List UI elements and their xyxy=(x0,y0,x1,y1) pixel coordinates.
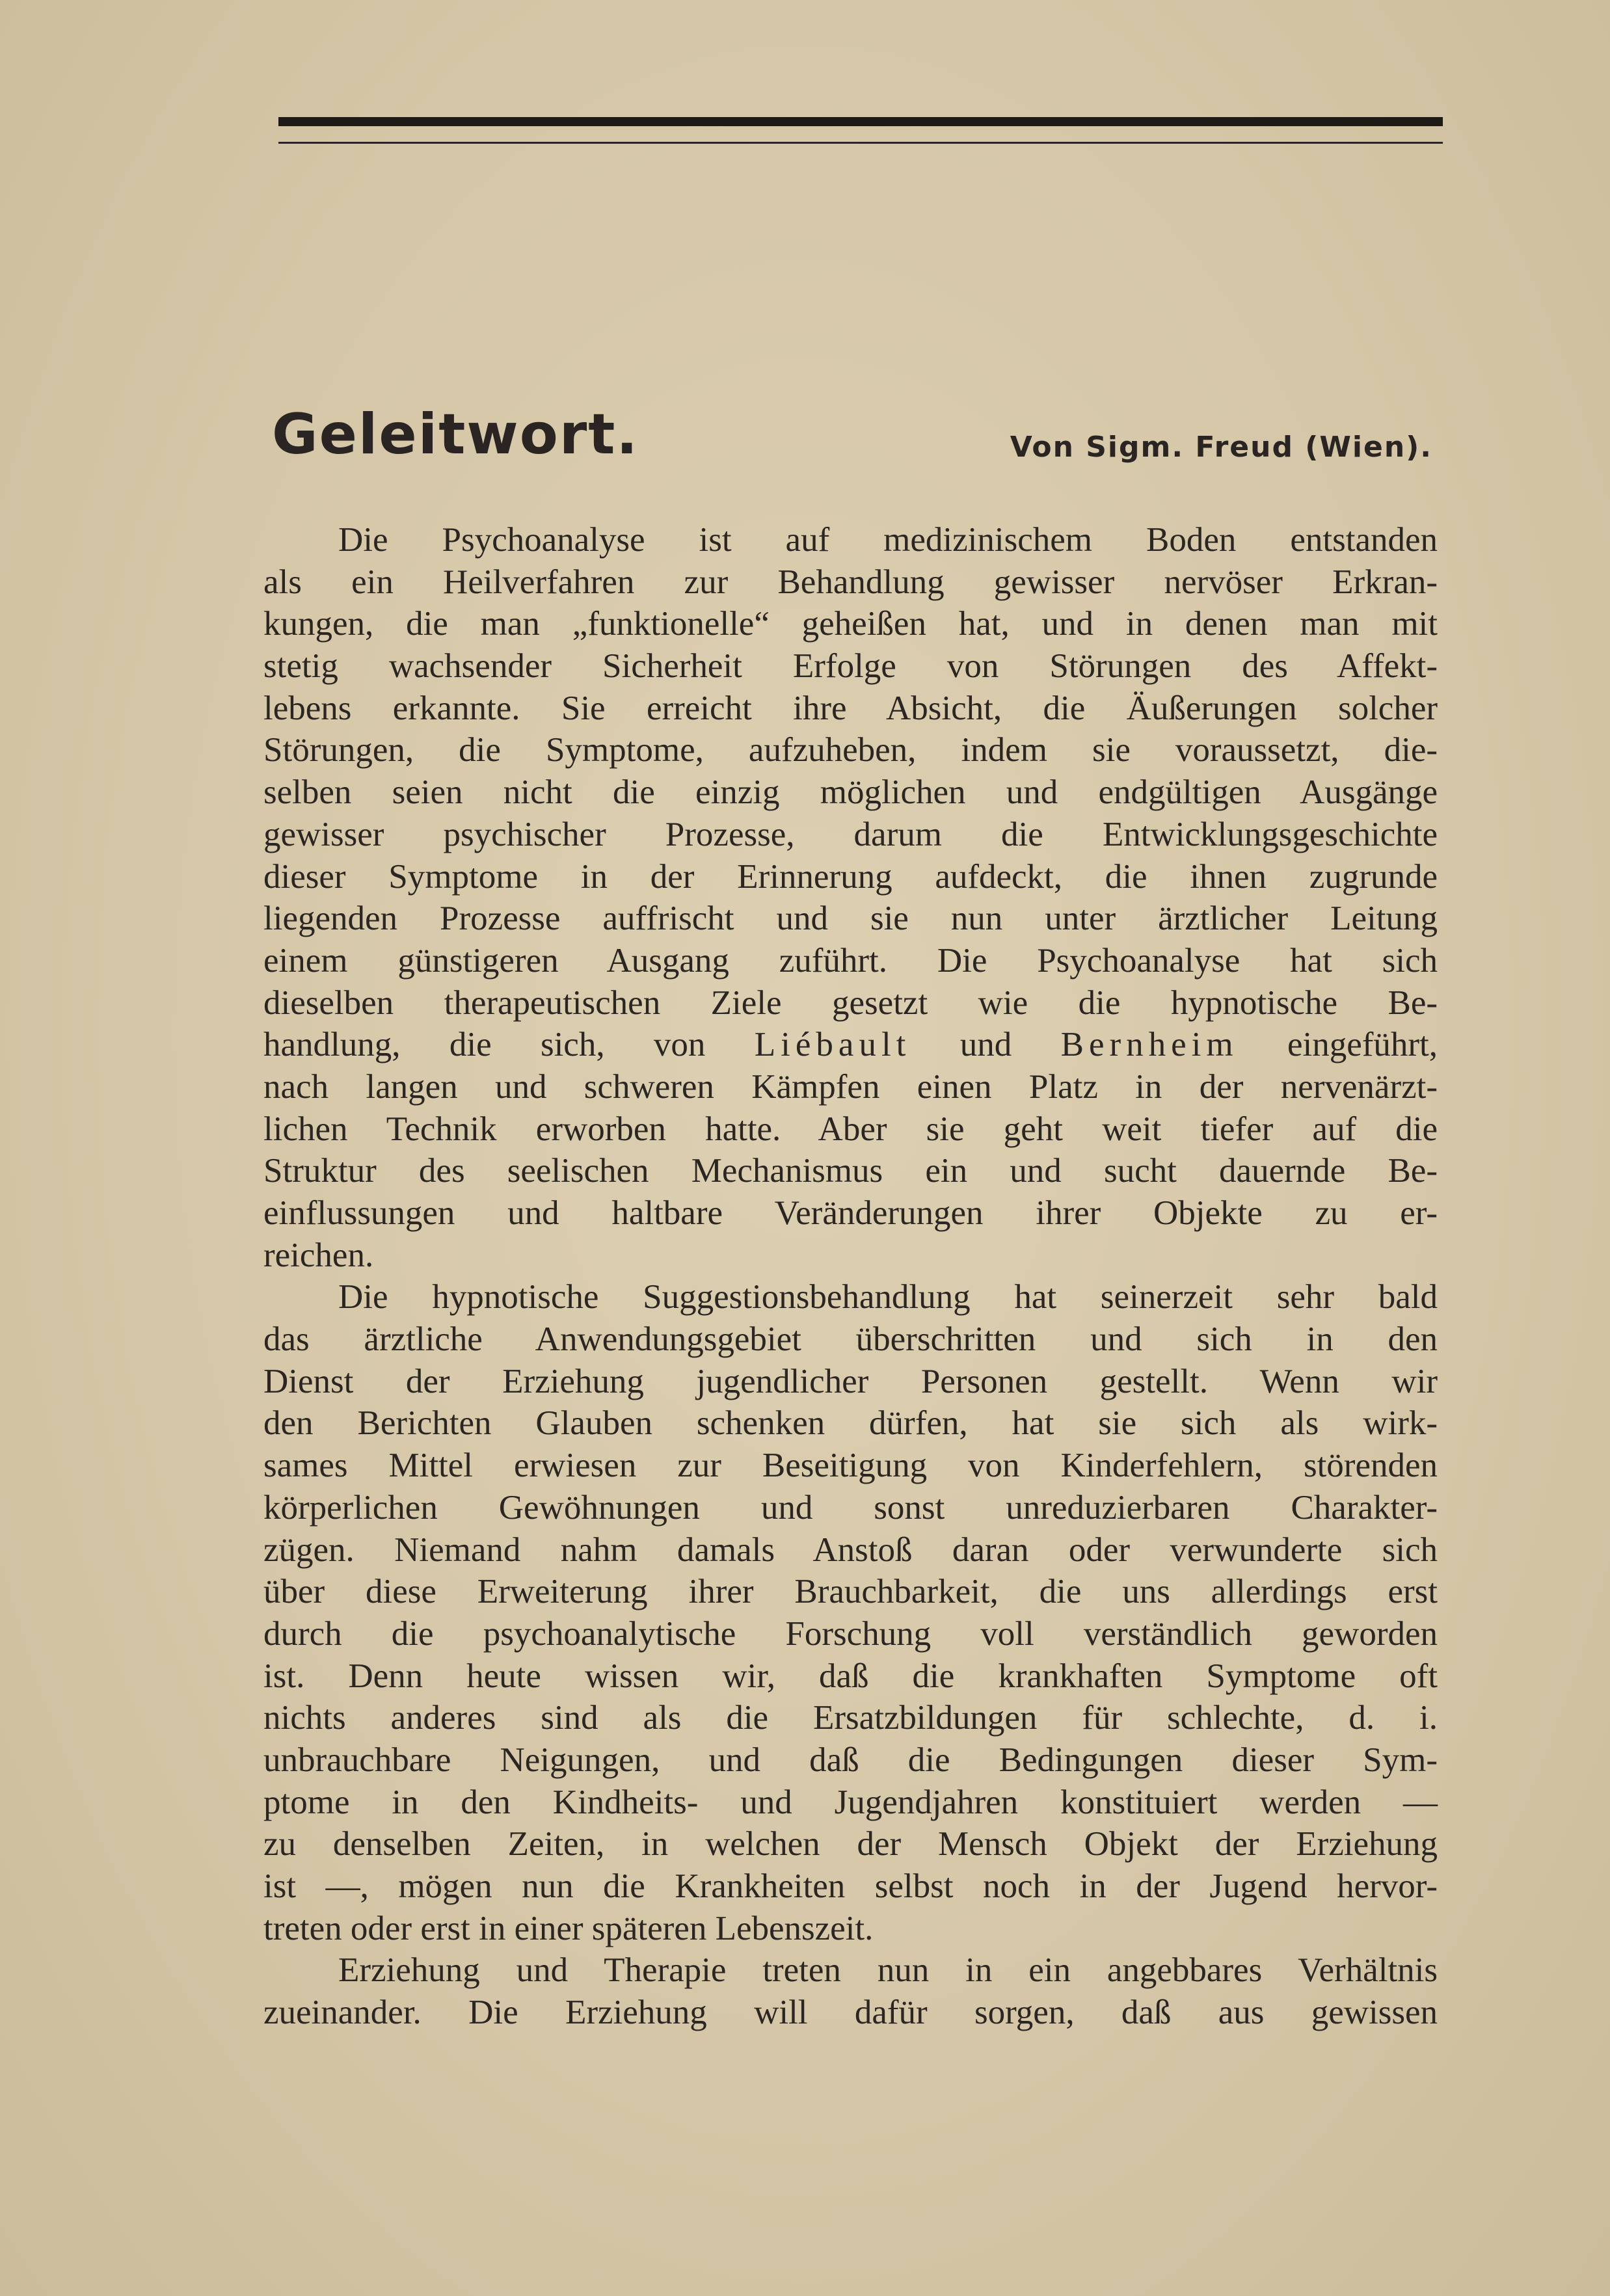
text-line: nichts anderes sind als die Ersatzbildungen für schlechte, d. i. xyxy=(263,1699,1438,1737)
author-byline: Von Sigm. Freud (Wien). xyxy=(1010,431,1432,464)
text-line: stetig wachsender Sicherheit Erfolge von Störungen des Affekt- xyxy=(263,647,1438,686)
text-line: durch die psychoanalytische Forschung voll verständlich geworden xyxy=(263,1614,1438,1653)
text-line: einem günstigeren Ausgang zuführt. Die Psychoanalyse hat sich xyxy=(263,941,1438,980)
text-line: liegenden Prozesse auffrischt und sie nun unter ärztlicher Leitung xyxy=(263,900,1438,938)
text-line: den Berichten Glauben schenken dürfen, hat sie sich als wirk- xyxy=(263,1404,1438,1443)
text-line: selben seien nicht die einzig möglichen und endgültigen Ausgänge xyxy=(263,773,1438,812)
text-line: zu denselben Zeiten, in welchen der Mensch Objekt der Erziehung xyxy=(263,1825,1438,1863)
text-line: zügen. Niemand nahm damals Anstoß daran oder verwunderte sich xyxy=(263,1530,1438,1569)
top-rule-thick xyxy=(278,117,1443,126)
heading-row xyxy=(272,402,1432,474)
text-line: das ärztliche Anwendungsgebiet überschritten und sich in den xyxy=(263,1320,1438,1359)
text-line: ist. Denn heute wissen wir, daß die krankhaften Symptome oft xyxy=(263,1657,1438,1695)
text-line: ist —, mögen nun die Krankheiten selbst noch in der Jugend hervor- xyxy=(263,1867,1438,1905)
spaced-name: Liébault xyxy=(754,1026,911,1064)
page-title: Geleitwort. xyxy=(272,402,639,467)
body-text xyxy=(263,519,1438,2034)
text-line: nach langen und schweren Kämpfen einen Platz in der nervenärzt- xyxy=(263,1067,1438,1106)
text-line: lebens erkannte. Sie erreicht ihre Absicht, die Äußerungen solcher xyxy=(263,689,1438,727)
spaced-name: Bernheim xyxy=(1060,1026,1239,1064)
text-line: körperlichen Gewöhnungen und sonst unreduzierbaren Charakter- xyxy=(263,1488,1438,1527)
text-line: unbrauchbare Neigungen, und daß die Bedingungen dieser Sym- xyxy=(263,1741,1438,1779)
text-line: als ein Heilverfahren zur Behandlung gewisser nervöser Erkran- xyxy=(263,563,1438,601)
text-line: Störungen, die Symptome, aufzuheben, indem sie voraussetzt, die- xyxy=(263,731,1438,769)
text-line: einflussungen und haltbare Veränderungen ihrer Objekte zu er- xyxy=(263,1194,1438,1232)
top-rule-thin xyxy=(278,142,1443,144)
text-line: treten oder erst in einer späteren Lebenszeit. xyxy=(263,1909,874,1947)
text-line: dieselben therapeutischen Ziele gesetzt wie die hypnotische Be- xyxy=(263,983,1438,1022)
text-line: Die Psychoanalyse ist auf medizinischem Boden entstanden xyxy=(338,521,1438,559)
text-line: zueinander. Die Erziehung will dafür sorgen, daß aus gewissen xyxy=(263,1994,1438,2032)
text-line: lichen Technik erworben hatte. Aber sie geht weit tiefer auf die xyxy=(263,1110,1438,1148)
text-line: Die hypnotische Suggestionsbehandlung hat seinerzeit sehr bald xyxy=(338,1278,1438,1316)
text-line: sames Mittel erwiesen zur Beseitigung von Kinderfehlern, störenden xyxy=(263,1447,1438,1485)
text-line: kungen, die man „funktionelle“ geheißen hat, und in denen man mit xyxy=(263,605,1438,643)
text-line: Struktur des seelischen Mechanismus ein und sucht dauernde Be- xyxy=(263,1152,1438,1190)
text-line: über diese Erweiterung ihrer Brauchbarkeit, die uns allerdings erst xyxy=(263,1573,1438,1611)
text-line: handlung, die sich, von Liébault und Bernheim eingeführt, xyxy=(263,1026,1438,1064)
text-line: reichen. xyxy=(263,1236,374,1274)
text-line: Dienst der Erziehung jugendlicher Personen gestellt. Wenn wir xyxy=(263,1362,1438,1400)
text-line: Erziehung und Therapie treten nun in ein angebbares Verhältnis xyxy=(338,1951,1438,1990)
text-line: gewisser psychischer Prozesse, darum die Entwicklungsgeschichte xyxy=(263,815,1438,853)
text-line: dieser Symptome in der Erinnerung aufdeckt, die ihnen zugrunde xyxy=(263,857,1438,896)
text-line: ptome in den Kindheits- und Jugendjahren konstituiert werden — xyxy=(263,1783,1438,1821)
